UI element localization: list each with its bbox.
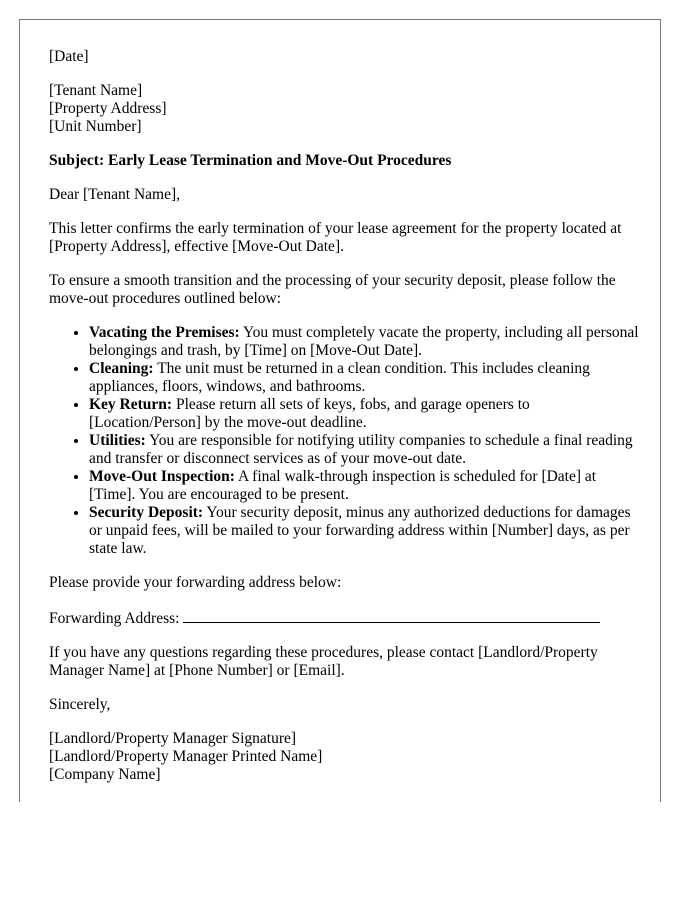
procedure-text: Your security deposit, minus any authorized deductions for damages or unpaid fees, will be mailed to your forwarding address within [Number] days, as per state law. xyxy=(89,504,631,557)
closing: Sincerely, xyxy=(49,696,111,713)
procedure-item-inspection xyxy=(89,468,639,504)
procedure-title: Vacating the Premises: xyxy=(89,324,240,341)
subject-line: Subject: Early Lease Termination and Move-Out Procedures xyxy=(49,152,452,169)
procedure-text: A final walk-through inspection is scheduled for [Date] at [Time]. You are encouraged to be present. xyxy=(89,468,597,503)
procedure-text: Please return all sets of keys, fobs, and garage openers to [Location/Person] by the move-out deadline. xyxy=(89,396,530,431)
procedure-title: Security Deposit: xyxy=(89,504,204,521)
procedure-title: Cleaning: xyxy=(89,360,154,377)
date-line: [Date] xyxy=(49,48,89,65)
forwarding-address-field[interactable] xyxy=(183,608,600,623)
tenant-name: [Tenant Name] xyxy=(49,82,143,99)
procedure-text: You must completely vacate the property, including all personal belongings and trash, by [Time] on [Move-Out Date]. xyxy=(89,324,639,359)
forwarding-address-row xyxy=(49,608,639,628)
unit-number: [Unit Number] xyxy=(49,118,142,135)
signature-block xyxy=(49,730,639,784)
procedure-text: You are responsible for notifying utility companies to schedule a final reading and transfer or disconnect services as of your move-out date. xyxy=(89,432,633,467)
signature-line: [Landlord/Property Manager Signature] xyxy=(49,730,297,747)
procedure-item-key-return xyxy=(89,396,639,432)
procedure-item-utilities xyxy=(89,432,639,468)
instructions-paragraph: To ensure a smooth transition and the processing of your security deposit, please follow the move-out procedures outlined below: xyxy=(49,272,616,307)
procedure-text: The unit must be returned in a clean condition. This includes cleaning appliances, floors, windows, and bathrooms. xyxy=(89,360,590,395)
recipient-block xyxy=(49,82,639,136)
salutation: Dear [Tenant Name], xyxy=(49,186,181,203)
intro-paragraph: This letter confirms the early termination of your lease agreement for the property located at [Property Address], effective [Move-Out Date]. xyxy=(49,220,622,255)
property-address: [Property Address] xyxy=(49,100,167,117)
procedure-title: Utilities: xyxy=(89,432,146,449)
forwarding-address-label: Forwarding Address: xyxy=(49,610,180,627)
procedure-title: Move-Out Inspection: xyxy=(89,468,235,485)
procedures-list xyxy=(49,324,639,558)
procedure-title: Key Return: xyxy=(89,396,173,413)
procedure-item-cleaning xyxy=(89,360,639,396)
procedure-item-vacating xyxy=(89,324,639,360)
letter-body xyxy=(49,48,639,800)
questions-paragraph: If you have any questions regarding these procedures, please contact [Landlord/Property Manager Name] at [Phone Number] or [Email]. xyxy=(49,644,598,679)
printed-name: [Landlord/Property Manager Printed Name] xyxy=(49,748,323,765)
company-name: [Company Name] xyxy=(49,766,161,783)
forwarding-request: Please provide your forwarding address below: xyxy=(49,574,342,591)
procedure-item-security-deposit xyxy=(89,504,639,558)
